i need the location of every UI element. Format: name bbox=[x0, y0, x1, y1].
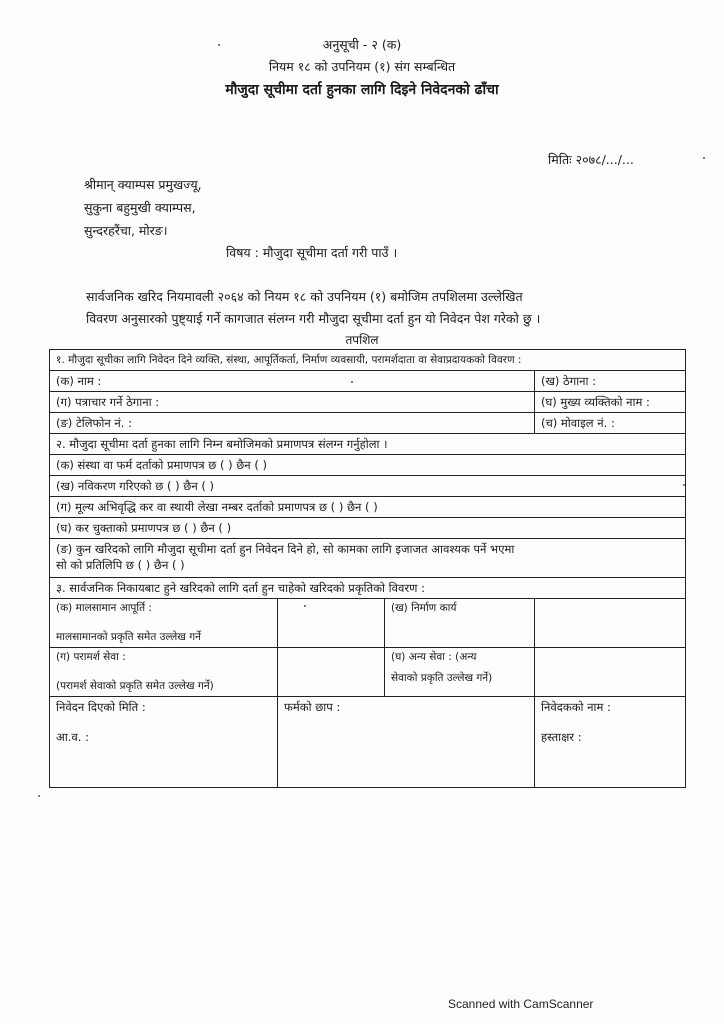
consulting-service-cell[interactable] bbox=[50, 648, 278, 697]
mobile-field[interactable]: (च) मोवाइल नं. : bbox=[535, 413, 686, 434]
consulting-service-label: (ग) परामर्श सेवा : bbox=[56, 651, 126, 663]
address-field[interactable]: (ख) ठेगाना : bbox=[535, 371, 686, 392]
page-title: मौजुदा सूचीमा दर्ता हुनका लागि दिइने निवेदनको ढाँचा bbox=[225, 82, 499, 98]
section-3-header: ३. सार्वजनिक निकायबाट हुने खरिदको लागि दर्ता हुन चाहेको खरिदको प्रकृतिको विवरण : bbox=[50, 578, 686, 599]
other-service-value[interactable] bbox=[535, 648, 686, 697]
subject-line: विषय : मौजुदा सूचीमा दर्ता गरी पाउँ । bbox=[226, 245, 398, 260]
construction-works-label: (ख) निर्माण कार्य bbox=[391, 602, 457, 614]
body-line-1: सार्वजनिक खरिद नियमावली २०६४ को नियम १८ को उपनियम (१) बमोजिम तपशिलमा उल्लेखित bbox=[86, 289, 523, 304]
construction-works-value[interactable] bbox=[535, 599, 686, 648]
firm-stamp-label: फर्मको छाप : bbox=[284, 700, 341, 714]
fiscal-year-label: आ.व. : bbox=[56, 730, 89, 744]
scan-speck bbox=[38, 795, 40, 797]
chief-person-field[interactable]: (घ) मुख्य व्यक्तिको नाम : bbox=[535, 392, 686, 413]
vat-pan-certificate-row[interactable]: (ग) मूल्य अभिवृद्धि कर वा स्थायी लेखा नम्बर दर्ताको प्रमाणपत्र छ ( ) छैन ( ) bbox=[50, 497, 686, 518]
permit-copy-line-2: सो को प्रतिलिपि छ ( ) छैन ( ) bbox=[56, 558, 185, 572]
construction-works-cell[interactable] bbox=[385, 599, 535, 648]
application-date-label: निवेदन दिएको मिति : bbox=[56, 700, 146, 714]
section-2-header: २. मौजुदा सूचीमा दर्ता हुनका लागि निम्न बमोजिमको प्रमाणपत्र संलग्न गर्नुहोला । bbox=[50, 434, 686, 455]
address-line-3: सुन्दरहरैंचा, मोरङ। bbox=[84, 223, 168, 238]
address-line-1: श्रीमान् क्याम्पस प्रमुखज्यू, bbox=[84, 177, 202, 192]
goods-supply-cell[interactable] bbox=[50, 599, 278, 648]
details-table bbox=[49, 349, 686, 788]
telephone-field[interactable]: (ङ) टेलिफोन नं. : bbox=[50, 413, 535, 434]
schedule-number: अनुसूची - २ (क) bbox=[322, 37, 402, 52]
address-line-2: सुकुना बहुमुखी क्याम्पस, bbox=[84, 200, 196, 215]
permit-copy-row[interactable] bbox=[50, 539, 686, 578]
consulting-service-value[interactable] bbox=[278, 648, 385, 697]
renewal-row[interactable]: (ख) नविकरण गरिएको छ ( ) छैन ( ) bbox=[50, 476, 686, 497]
body-line-2: विवरण अनुसारको पुष्ट्याई गर्ने कागजात संलग्न गरी मौजुदा सूचीमा दर्ता हुन यो निवेदन पेश गरेको छु । bbox=[86, 311, 541, 326]
scan-speck bbox=[703, 157, 705, 159]
other-service-label: (घ) अन्य सेवा : (अन्य bbox=[391, 651, 477, 663]
other-service-cell[interactable] bbox=[385, 648, 535, 697]
applicant-name-label: निवेदकको नाम : bbox=[541, 700, 611, 714]
postal-address-field[interactable]: (ग) पत्राचार गर्ने ठेगाना : bbox=[50, 392, 535, 413]
goods-supply-note: मालसामानको प्रकृति समेत उल्लेख गर्ने bbox=[56, 631, 201, 643]
goods-supply-value[interactable] bbox=[278, 599, 385, 648]
consulting-service-note: (परामर्श सेवाको प्रकृति समेत उल्लेख गर्ने) bbox=[56, 680, 214, 692]
section-1-header: १. मौजुदा सूचीका लागि निवेदन दिने व्यक्ति, संस्था, आपूर्तिकर्ता, निर्माण व्यवसायी, परामर्शदाता वा सेवाप्रदायकको विवरण : bbox=[50, 350, 686, 371]
applicant-cell[interactable] bbox=[535, 697, 686, 788]
name-field[interactable]: (क) नाम : bbox=[50, 371, 535, 392]
signature-label: हस्ताक्षर : bbox=[541, 730, 582, 744]
firm-stamp-cell[interactable] bbox=[278, 697, 535, 788]
table-title: तपशिल bbox=[345, 333, 379, 347]
rule-reference: नियम १८ को उपनियम (१) संग सम्बन्धित bbox=[268, 59, 456, 74]
registration-certificate-row[interactable]: (क) संस्था वा फर्म दर्ताको प्रमाणपत्र छ ( ) छैन ( ) bbox=[50, 455, 686, 476]
date-line: मितिः २०७८/.../... bbox=[548, 152, 634, 167]
permit-copy-line-1: (ङ) कुन खरिदको लागि मौजुदा सूचीमा दर्ता हुन निवेदन दिने हो, सो कामका लागि इजाजत आवश्यक पर्ने भएमा bbox=[56, 542, 515, 556]
tax-clearance-row[interactable]: (घ) कर चुक्ताको प्रमाणपत्र छ ( ) छैन ( ) bbox=[50, 518, 686, 539]
application-date-cell[interactable] bbox=[50, 697, 278, 788]
scanner-watermark: Scanned with CamScanner bbox=[448, 997, 594, 1011]
goods-supply-label: (क) मालसामान आपूर्ति : bbox=[56, 602, 152, 614]
other-service-note: सेवाको प्रकृति उल्लेख गर्ने) bbox=[391, 672, 493, 684]
